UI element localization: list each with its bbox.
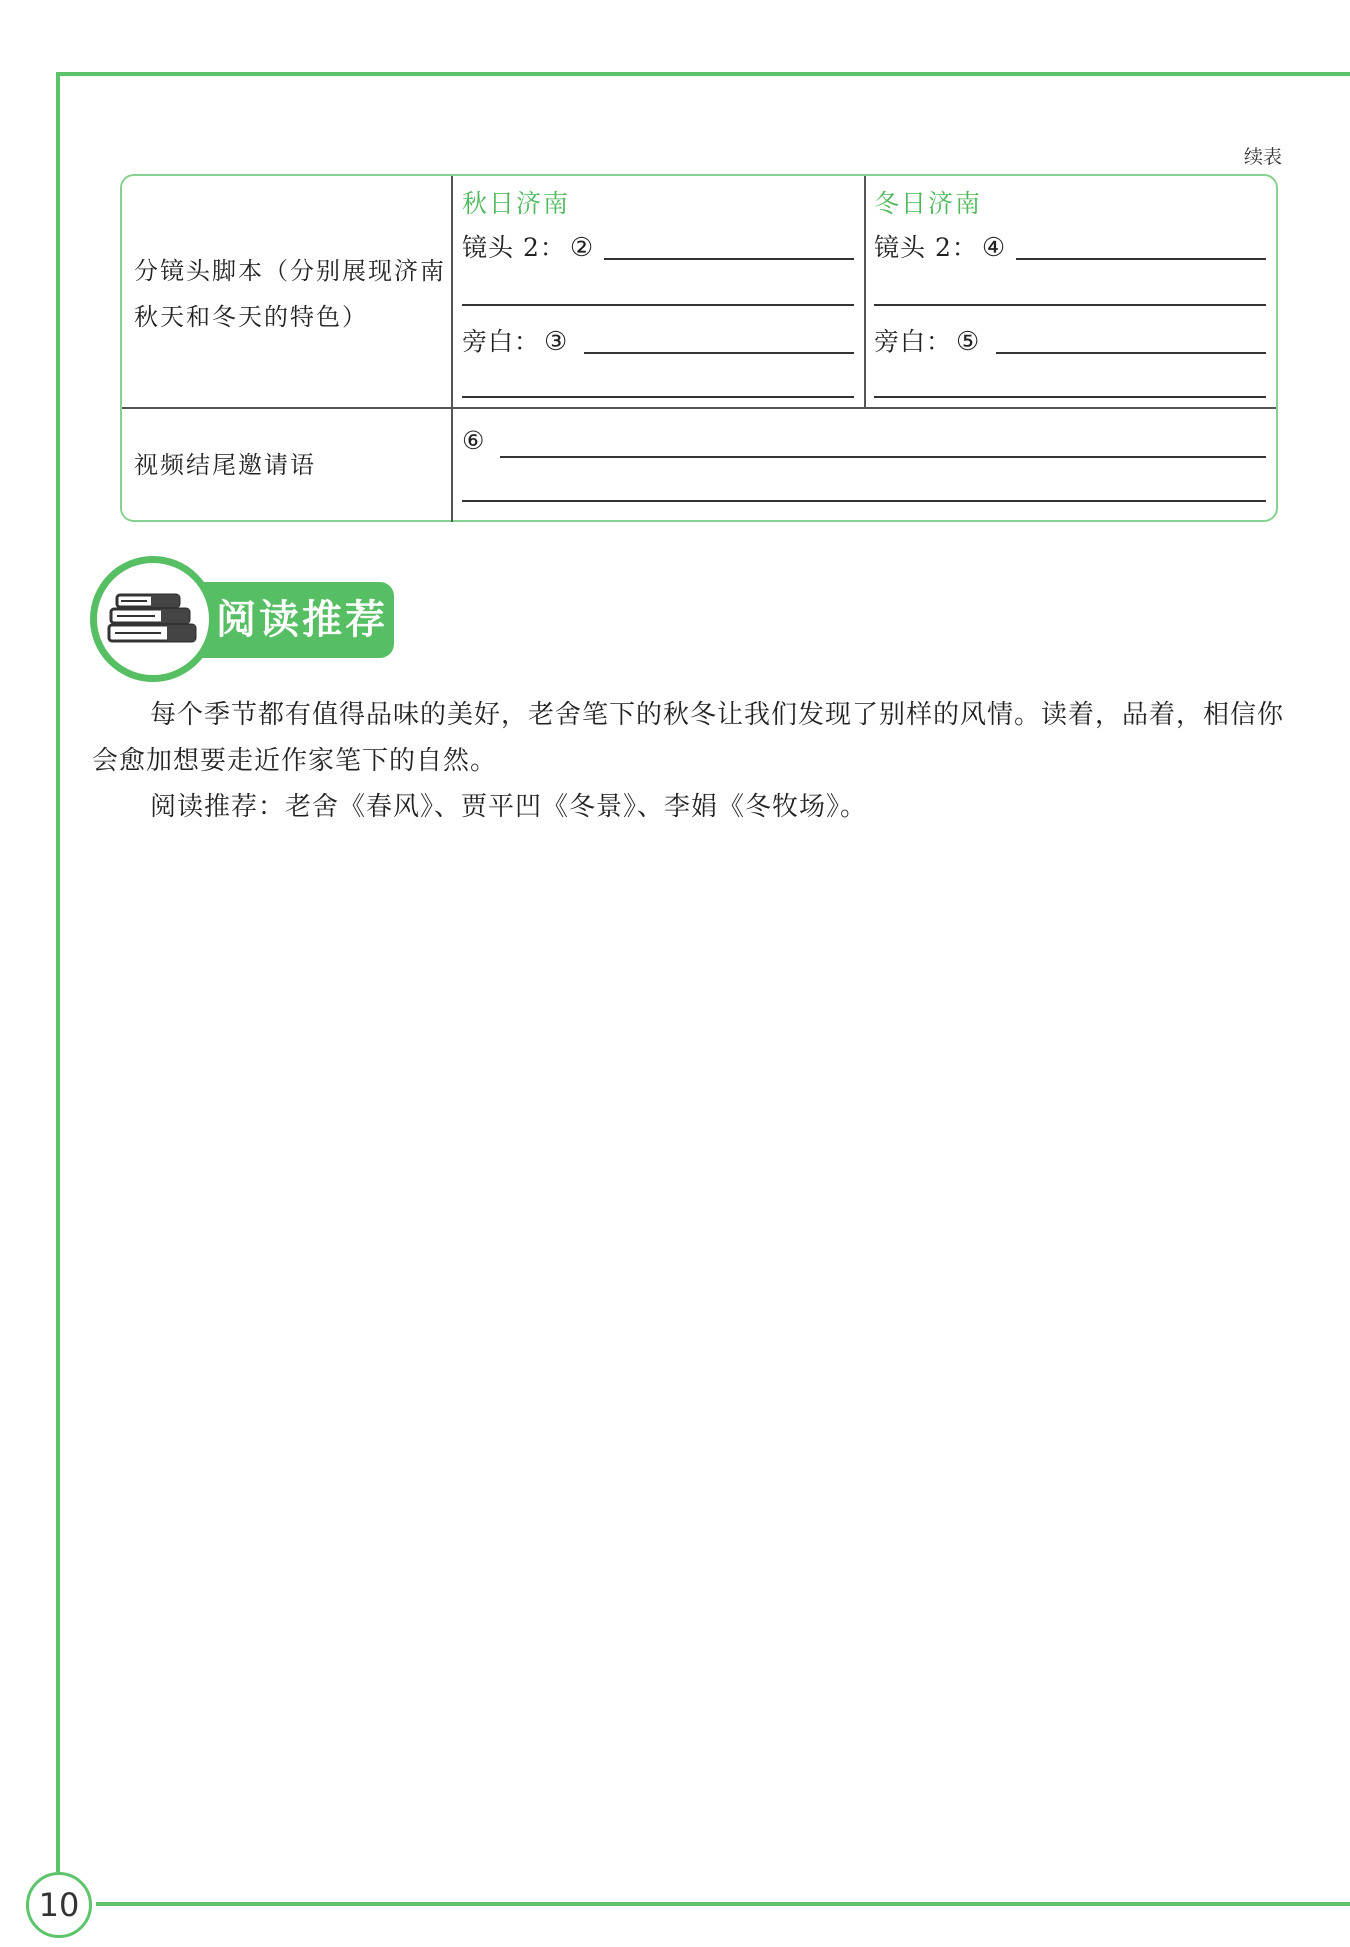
blank-number-2: ② [569,233,595,263]
table-divider-row [122,407,1276,409]
autumn-shot-label [462,228,594,264]
continued-table-label: 续表 [1243,146,1282,168]
blank-number-4: ④ [981,233,1007,263]
storyboard-table [120,174,1278,522]
recommendation-paragraph-text: 阅读推荐：老舍《春风》、贾平凹《冬景》、李娟《冬牧场》。 [150,792,868,822]
winter-jinan-title: 冬日济南 [874,189,983,218]
intro-paragraph [92,692,1292,784]
winter-narration-text: 旁白： [874,327,953,356]
page-frame-bottom [96,1902,1350,1906]
ending-invitation-blank[interactable] [500,456,1266,458]
page-frame-top [58,72,1350,76]
winter-narration-blank-2[interactable] [874,396,1266,398]
winter-narration-blank[interactable] [996,352,1266,354]
autumn-narration-label [462,322,568,358]
page-number: 10 [26,1872,92,1938]
autumn-narration-blank-2[interactable] [462,396,854,398]
table-divider-col1 [451,176,453,522]
autumn-narration-blank[interactable] [584,352,854,354]
autumn-shot-blank-2[interactable] [462,304,854,306]
autumn-jinan-title: 秋日济南 [462,189,571,218]
winter-shot-blank[interactable] [1016,258,1266,260]
autumn-shot-text: 镜头 2： [462,233,566,262]
book-stack-icon [107,589,199,649]
table-divider-col2 [864,176,866,408]
header-badge [90,556,216,682]
winter-shot-text: 镜头 2： [874,233,978,262]
reading-recommendation-header [90,556,410,684]
winter-shot-label [874,228,1006,264]
blank-number-6: ⑥ [462,426,486,455]
intro-paragraph-text: 每个季节都有值得品味的美好，老舍笔下的秋冬让我们发现了别样的风情。读着，品着，相信你会愈加想要走近作家笔下的自然。 [92,700,1285,776]
blank-number-5: ⑤ [956,327,981,357]
ending-invitation-blank-2[interactable] [462,500,1266,502]
ending-invitation-label: 视频结尾邀请语 [134,451,316,479]
recommendation-paragraph [92,784,1292,830]
autumn-shot-blank[interactable] [604,258,854,260]
winter-shot-blank-2[interactable] [874,304,1266,306]
section-title: 阅读推荐 [216,597,388,643]
page-frame-left [56,72,60,1872]
storyboard-row-label: 分镜头脚本（分别展现济南秋天和冬天的特色） [134,257,446,331]
autumn-narration-text: 旁白： [462,327,541,356]
winter-narration-label [874,322,980,358]
blank-number-3: ③ [544,327,569,357]
